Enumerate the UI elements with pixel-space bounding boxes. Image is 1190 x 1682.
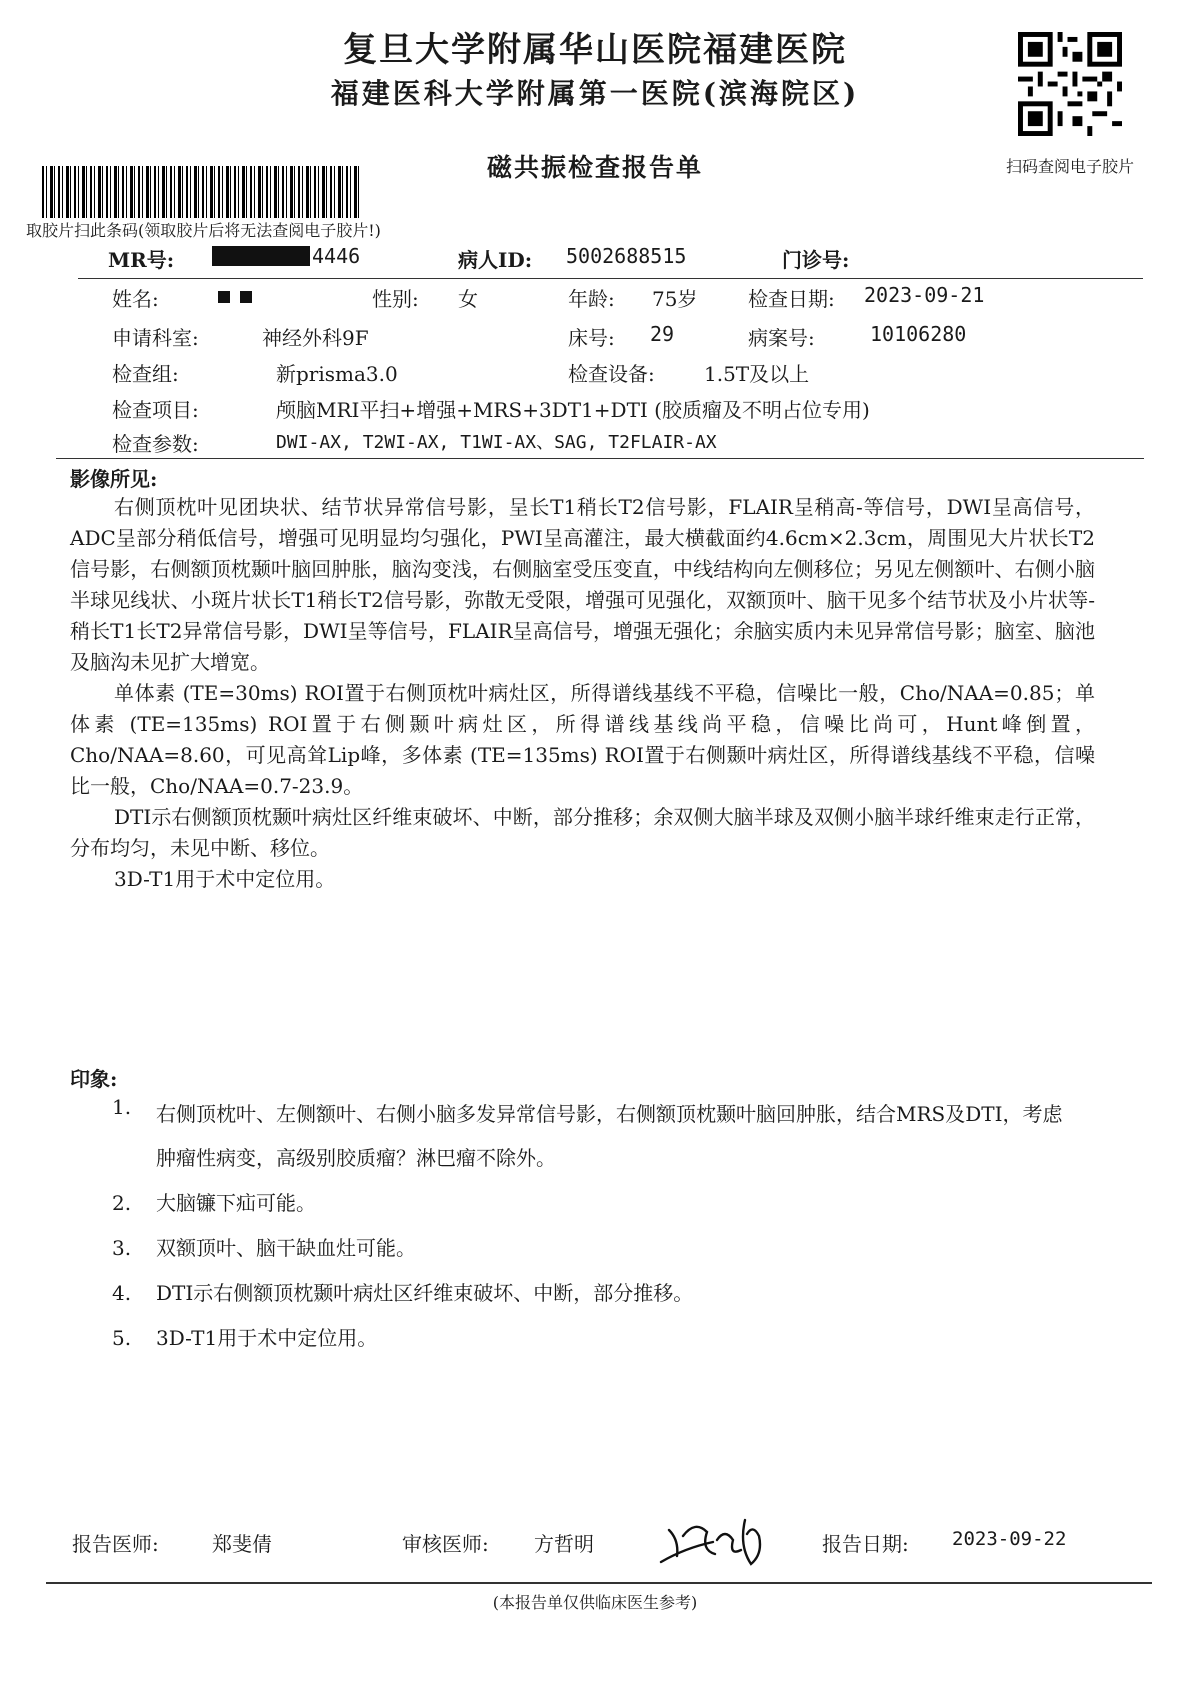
- bed-value: 29: [650, 322, 675, 346]
- review-doctor-label: 审核医师:: [402, 1532, 489, 1556]
- sex-value: 女: [458, 287, 478, 311]
- age-value: 75岁: [652, 287, 698, 311]
- report-date-value: 2023-09-22: [952, 1528, 1067, 1550]
- dept-value: 神经外科9F: [262, 326, 369, 350]
- case-label: 病案号:: [748, 326, 815, 350]
- impression-number: 5.: [112, 1326, 132, 1350]
- mr-value: 4446: [312, 244, 361, 268]
- impression-label: 印象:: [70, 1067, 118, 1091]
- impression-number: 2.: [112, 1191, 132, 1215]
- redacted-name-2: [240, 291, 252, 303]
- age-label: 年龄:: [568, 287, 615, 311]
- findings-paragraph: 3D-T1用于术中定位用。: [114, 867, 336, 891]
- impression-text: 右侧顶枕叶、左侧额叶、右侧小脑多发异常信号影，右侧额顶枕颞叶脑回肿胀，结合MRS及DTI，考虑肿瘤性病变，高级别胶质瘤？淋巴瘤不除外。: [156, 1102, 1063, 1170]
- outpatient-label: 门诊号:: [782, 248, 850, 272]
- param-value: DWI-AX, T2WI-AX, T1WI-AX、SAG, T2FLAIR-AX: [276, 432, 717, 453]
- divider: [78, 278, 1143, 279]
- item-value: 颅脑MRI平扫+增强+MRS+3DT1+DTI (胶质瘤及不明占位专用): [276, 398, 870, 422]
- param-label: 检查参数:: [112, 432, 199, 456]
- disclaimer-note: (本报告单仅供临床医生参考): [492, 1593, 698, 1612]
- qr-code-icon: [1018, 32, 1122, 136]
- divider: [46, 1582, 1152, 1584]
- device-label: 检查设备:: [568, 362, 655, 386]
- patient-id-value: 5002688515: [566, 244, 687, 268]
- qr-caption: 扫码查阅电子胶片: [1005, 157, 1134, 176]
- impression-text: 3D-T1用于术中定位用。: [156, 1326, 378, 1350]
- sex-label: 性别:: [372, 287, 419, 311]
- impression-item: [112, 1092, 1112, 1170]
- impression-list: [112, 1092, 1112, 1352]
- report-doctor-value: 郑斐倩: [212, 1532, 272, 1556]
- impression-item: [112, 1233, 1112, 1263]
- redacted-mr-prefix: [212, 246, 310, 266]
- findings-paragraph: 单体素 (TE=30ms) ROI置于右侧顶枕叶病灶区，所得谱线基线不平稳，信噪比一般，Cho/NAA=0.85；单体素 (TE=135ms) ROI置于右侧颞叶病灶区，所得谱线基线尚平稳，信噪比尚可，Hunt峰倒置，Cho/NAA=8.60，可见高耸Lip峰，多体素 (TE=135ms) ROI置于右侧颞叶病灶区，所得谱线基线不平稳，信噪比一般，Cho/NAA=0.7-23.9。: [70, 681, 1095, 798]
- divider: [56, 458, 1144, 459]
- device-value: 1.5T及以上: [704, 362, 810, 386]
- barcode-icon: [42, 166, 362, 218]
- impression-number: 3.: [112, 1236, 132, 1260]
- bed-label: 床号:: [568, 326, 615, 350]
- review-doctor-value: 方哲明: [534, 1532, 594, 1556]
- group-label: 检查组:: [112, 362, 179, 386]
- item-label: 检查项目:: [112, 398, 199, 422]
- hospital-name-1: 复旦大学附属华山医院福建医院: [343, 30, 847, 70]
- findings-label: 影像所见:: [70, 467, 158, 491]
- impression-text: DTI示右侧额顶枕颞叶病灶区纤维束破坏、中断，部分推移。: [156, 1281, 694, 1305]
- report-date-label: 报告日期:: [822, 1532, 909, 1556]
- findings-paragraph: 右侧顶枕叶见团块状、结节状异常信号影，呈长T1稍长T2信号影，FLAIR呈稍高-等信号，DWI呈高信号，ADC呈部分稍低信号，增强可见明显均匀强化，PWI呈高灌注，最大横截面约4.6cm×2.3cm，周围见大片状长T2信号影，右侧额顶枕颞叶脑回肿胀，脑沟变浅，右侧脑室受压变直，中线结构向左侧移位；另见左侧额叶、右侧小脑半球见线状、小斑片状长T1稍长T2信号影，弥散无受限，增强可见强化，双额顶叶、脑干见多个结节状及小片状等-稍长T1长T2异常信号影，DWI呈等信号，FLAIR呈高信号，增强无强化；余脑实质内未见异常信号影；脑室、脑池及脑沟未见扩大增宽。: [70, 495, 1095, 674]
- mr-label: MR号:: [108, 248, 175, 272]
- report-title: 磁共振检查报告单: [486, 153, 703, 182]
- impression-text: 双额顶叶、脑干缺血灶可能。: [156, 1236, 416, 1260]
- impression-number: 1.: [112, 1095, 132, 1119]
- case-value: 10106280: [870, 322, 967, 346]
- findings-body: [70, 492, 1095, 895]
- impression-item: [112, 1188, 1112, 1218]
- group-value: 新prisma3.0: [276, 362, 398, 386]
- impression-item: [112, 1323, 1112, 1353]
- impression-item: [112, 1278, 1112, 1308]
- exam-date-value: 2023-09-21: [864, 283, 985, 307]
- report-doctor-label: 报告医师:: [72, 1532, 159, 1556]
- impression-number: 4.: [112, 1281, 132, 1305]
- patient-id-label: 病人ID:: [458, 248, 533, 272]
- hospital-name-2: 福建医科大学附属第一医院(滨海院区): [330, 77, 860, 110]
- exam-date-label: 检查日期:: [748, 287, 835, 311]
- impression-text: 大脑镰下疝可能。: [156, 1191, 316, 1215]
- name-label: 姓名:: [112, 287, 159, 311]
- findings-paragraph: DTI示右侧额顶枕颞叶病灶区纤维束破坏、中断，部分推移；余双侧大脑半球及双侧小脑半球纤维束走行正常，分布均匀，未见中断、移位。: [70, 805, 1095, 860]
- barcode-caption: 取胶片扫此条码(领取胶片后将无法查阅电子胶片!): [26, 221, 381, 240]
- redacted-name-1: [218, 291, 230, 303]
- dept-label: 申请科室:: [112, 326, 199, 350]
- signature-icon: [655, 1510, 775, 1574]
